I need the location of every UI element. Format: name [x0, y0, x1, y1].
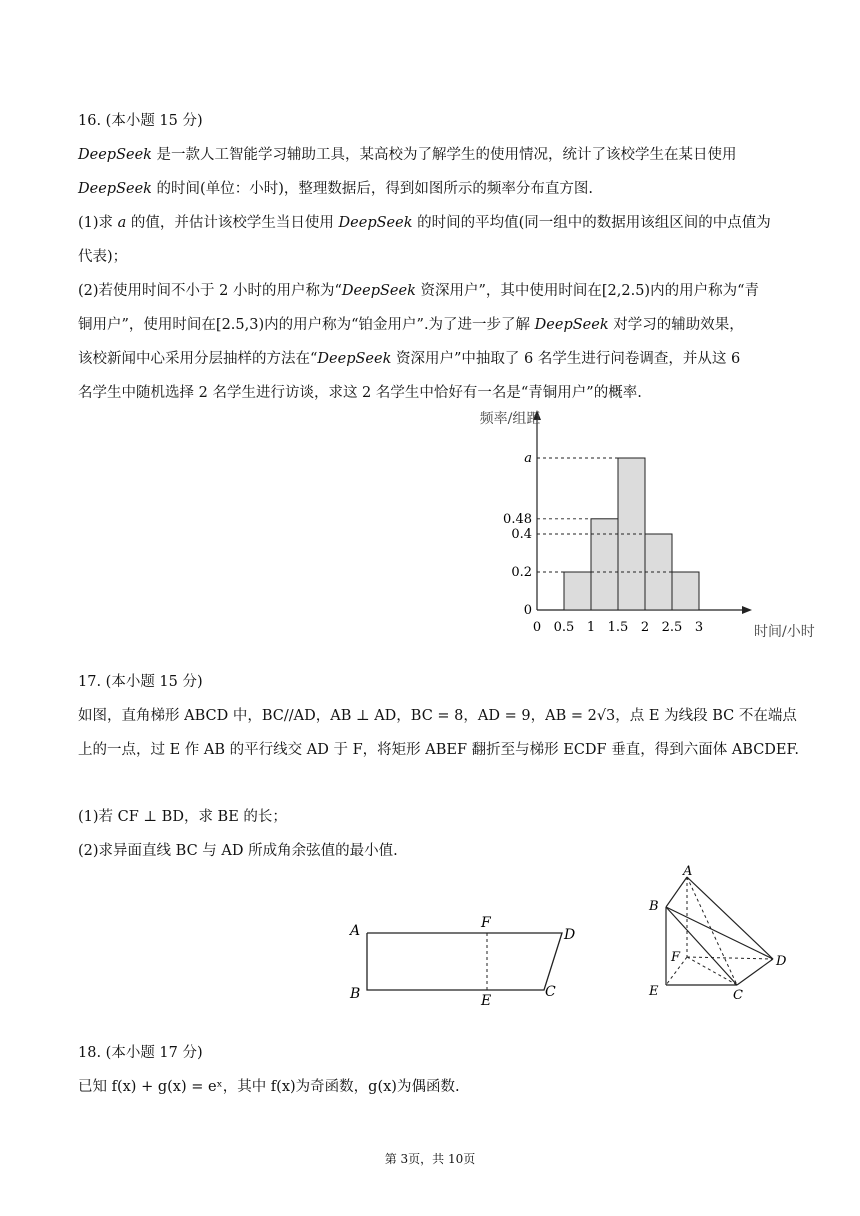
y-tick-label: a: [524, 451, 532, 466]
q17-line1: 如图，直角梯形 ABCD 中，BC//AD，AB ⊥ AD，BC = 8，AD = 9，AB = 2√3，点 E 为线段 BC 不在端点: [78, 708, 797, 724]
deepseek-name: DeepSeek: [78, 181, 152, 197]
q16-part2-l3a: 该校新闻中心采用分层抽样的方法在“: [78, 351, 318, 367]
y-tick-label: 0.48: [503, 511, 532, 527]
label-D: D: [564, 927, 576, 943]
y-tick-label: 0.4: [511, 527, 532, 542]
label-A: A: [683, 864, 693, 879]
x-tick-label: 2.5: [661, 620, 683, 635]
q16-part2-l3b: 资深用户”中抽取了 6 名学生进行问卷调查，并从这 6: [391, 351, 741, 367]
hexahedron-figure: [640, 862, 800, 1012]
q18-line1: 已知 f(x) + g(x) = eˣ，其中 f(x)为奇函数，g(x)为偶函数.: [78, 1079, 460, 1095]
x-axis-arrow: [742, 606, 752, 614]
q16-line2: [78, 179, 593, 199]
q16-part2-l2b: 对学习的辅助效果，: [608, 317, 744, 333]
q16-part1-a: (1)求: [78, 215, 118, 231]
q16-part2-l2a: 铜用户”，使用时间在[2.5,3)内的用户称为“铂金用户”.为了进一步了解: [78, 317, 535, 333]
q16-line1: [78, 145, 737, 165]
q18-header: 18. (本小题 17 分): [78, 1045, 203, 1061]
label-F: F: [671, 950, 681, 965]
q16-part2-line3: [78, 349, 740, 369]
histogram-bar: [591, 519, 618, 610]
y-tick-label: 0: [523, 603, 532, 618]
x-tick-label: 1: [586, 620, 596, 635]
x-axis-title: 时间/小时: [754, 624, 815, 640]
label-E: E: [481, 993, 492, 1009]
x-tick-label: 0.5: [553, 620, 575, 635]
deepseek-name: DeepSeek: [338, 215, 413, 231]
label-F: F: [481, 915, 491, 931]
label-C: C: [733, 988, 743, 1003]
q16-part1: [78, 213, 771, 233]
histogram-bar: [564, 572, 591, 610]
label-B: B: [649, 899, 659, 914]
histogram-bar: [672, 572, 699, 610]
q16-line1-text: 是一款人工智能学习辅助工具，某高校为了解学生的使用情况，统计了该校学生在某日使用: [151, 147, 737, 163]
q16-line2-text: 的时间(单位：小时)，整理数据后，得到如图所示的频率分布直方图.: [151, 181, 593, 197]
label-E: E: [649, 984, 659, 999]
label-C: C: [545, 984, 556, 1000]
deepseek-name: DeepSeek: [78, 147, 152, 163]
q16-part1-c: 的时间的平均值(同一组中的数据用该组区间的中点值为: [412, 215, 771, 231]
page-footer: 第 3页，共 10页: [384, 1152, 476, 1166]
q16-part1-b: 的值，并估计该校学生当日使用: [126, 215, 339, 231]
label-D: D: [776, 954, 787, 969]
deepseek-name: DeepSeek: [534, 317, 609, 333]
label-B: B: [350, 986, 361, 1002]
y-tick-label: 0.2: [511, 565, 532, 580]
deepseek-name: DeepSeek: [341, 283, 416, 299]
frequency-histogram: [450, 405, 815, 645]
q17-part2: (2)求异面直线 BC 与 AD 所成角余弦值的最小值.: [78, 843, 398, 859]
x-tick-label: 3: [694, 620, 704, 635]
var-a: a: [117, 215, 127, 231]
y-axis-title: 频率/组距: [479, 411, 541, 427]
q16-header: 16. (本小题 15 分): [78, 113, 203, 129]
q16-part1-line2: 代表)；: [78, 249, 128, 265]
q16-part2-a: (2)若使用时间不小于 2 小时的用户称为“: [78, 283, 342, 299]
deepseek-name: DeepSeek: [317, 351, 392, 367]
q16-part2: [78, 281, 759, 301]
x-tick-label: 2: [640, 620, 650, 635]
q16-part2-b: 资深用户”，其中使用时间在[2,2.5)内的用户称为“青: [415, 283, 760, 299]
x-tick-label: 1.5: [607, 620, 629, 635]
x-tick-label: 0: [532, 620, 542, 635]
q17-part1: (1)若 CF ⊥ BD，求 BE 的长；: [78, 809, 287, 825]
q17-line2: 上的一点，过 E 作 AB 的平行线交 AD 于 F，将矩形 ABEF 翻折至与梯形 ECDF 垂直，得到六面体 ABCDEF.: [78, 742, 799, 758]
q16-part2-line2: [78, 315, 744, 335]
q16-part2-line4: 名学生中随机选择 2 名学生进行访谈，求这 2 名学生中恰好有一名是“青铜用户”的概率.: [78, 385, 642, 401]
trapezoid-figure: [340, 905, 590, 1015]
q17-header: 17. (本小题 15 分): [78, 674, 203, 690]
label-A: A: [350, 923, 361, 939]
